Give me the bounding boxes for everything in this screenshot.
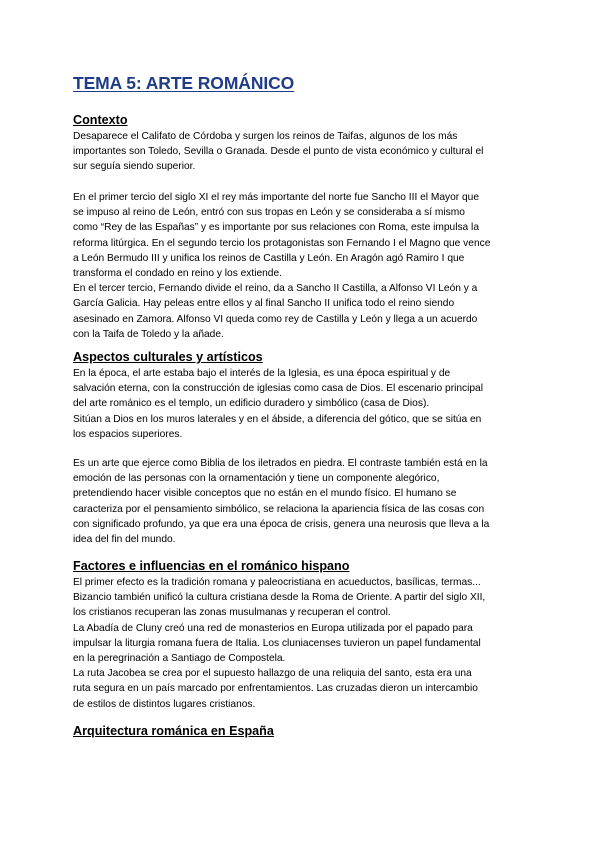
section-heading-factores: Factores e influencias en el románico hispano — [73, 559, 350, 573]
paragraph-aspectos-2: Es un arte que ejerce como Biblia de los iletrados en piedra. El contraste también está en la emoción de las personas con la ornamentación y tiene un componente alegórico, pretendiendo hacer visible conceptos que no están en el mundo físico. El humano se caracteriza por el pensamiento simbólico, se relaciona la apariencia física de las cosas con con significado profundo, ya que era una época de crisis, genera una neurosis que lleva a la idea del fin del mundo. — [73, 458, 490, 546]
section-heading-aspectos: Aspectos culturales y artísticos — [73, 350, 263, 364]
paragraph-aspectos-1: En la época, el arte estaba bajo el interés de la Iglesia, es una época espiritual y de salvación eterna, con la construcción de iglesias como casa de Dios. El escenario principal del arte románico es el templo, un edificio duradero y simbólico (casa de Dios). Sitúan a Dios en los muros laterales y en el ábside, a diferencia del gótico, que se sitúa en los espacios superiores. — [73, 368, 483, 440]
paragraph-factores-1: El primer efecto es la tradición romana y paleocristiana en acueductos, basílicas, termas... Bizancio también unificó la cultura cristiana desde la Roma de Oriente. A partir del siglo XII, los cristianos recuperan las zonas musulmanas y recuperan el control. La Abadía de Cluny creó una red de monasterios en Europa utilizada por el papado para impulsar la liturgia romana fuera de Italia. Los cluniacenses tuvieron un papel fundamental en la peregrinación a Santiago de Compostela. La ruta Jacobea se crea por el supuesto hallazgo de una reliquia del santo, esta era una ruta segura en un país marcado por enfrentamientos. Las cruzadas dieron un intercambio de estilos de distintos lugares cristianos. — [73, 577, 486, 710]
section-heading-contexto: Contexto — [73, 113, 128, 127]
paragraph-contexto-2: En el primer tercio del siglo XI el rey más importante del norte fue Sancho III el Mayor que se impuso al reino de León, entró con sus tropas en León y se consideraba a sí mismo como “Rey de las Españas” y es importante por sus relaciones con Roma, este impulsa la reforma litúrgica. En el segundo tercio los protagonistas son Fernando I el Magno que vence a León Bermudo III y unifica los reinos de Castilla y León. En Aragón agó Ramiro I que transforma el condado en reino y los extiende. En el tercer tercio, Fernando divide el reino, da a Sancho II Castilla, a Alfonso VI León y a García Galicia. Hay peleas entre ellos y al final Sancho II unifica todo el reino siendo asesinado en Zamora. Alfonso VI queda como rey de Castilla y León y llega a un acuerdo con la Taifa de Toledo y la añade. — [73, 192, 491, 340]
document-title: TEMA 5: ARTE ROMÁNICO — [73, 73, 295, 93]
section-heading-arquitectura: Arquitectura románica en España — [73, 724, 274, 738]
paragraph-contexto-1: Desaparece el Califato de Córdoba y surgen los reinos de Taifas, algunos de los más importantes son Toledo, Sevilla o Granada. Desde el punto de vista económico y cultural el sur seguía siendo superior. — [73, 131, 484, 173]
